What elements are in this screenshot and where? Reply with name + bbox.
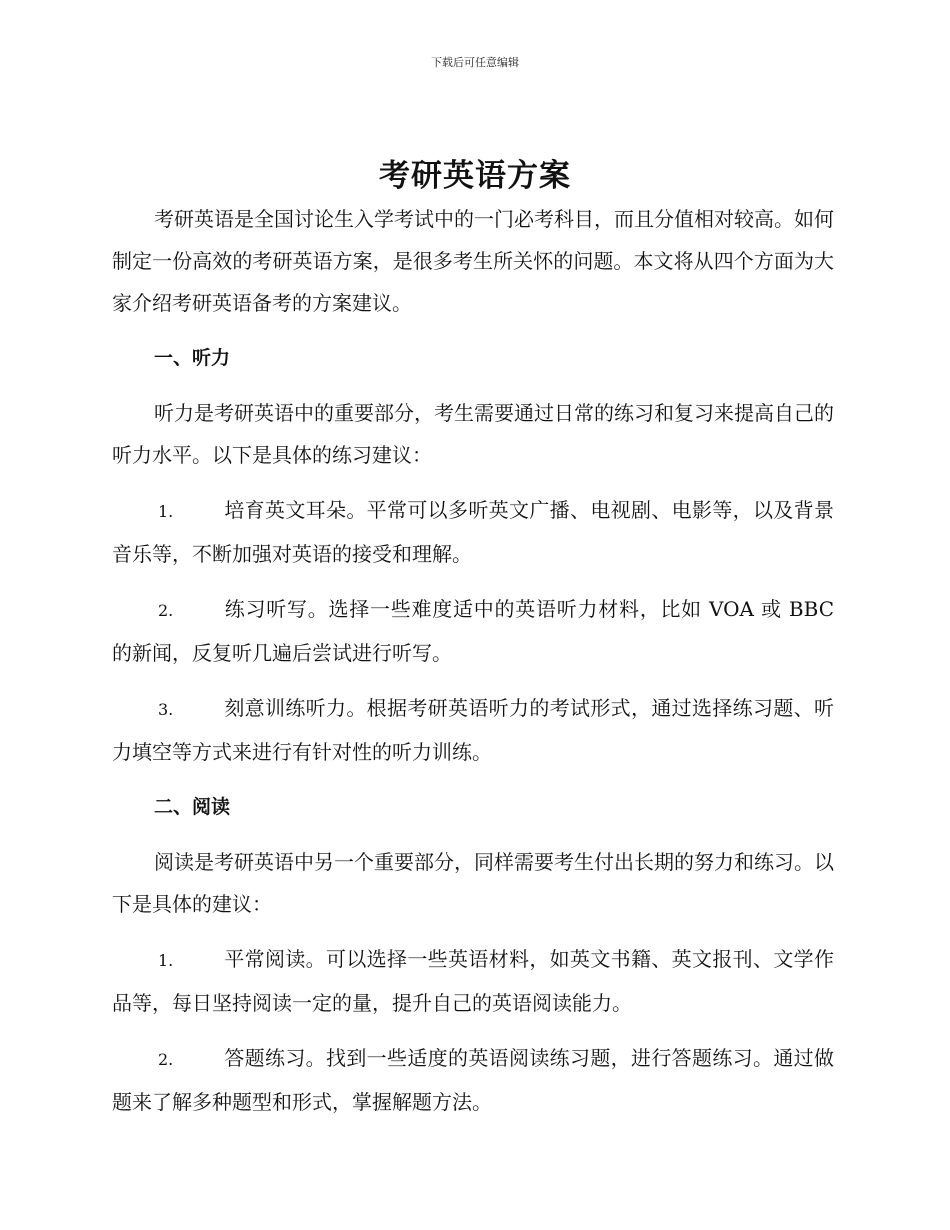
document-title: 考研英语方案 [379,158,571,194]
list-item-text: 答题练习。找到一些适度的英语阅读练习题，进行答题练习。通过做题来了解多种题型和形式，掌握解题方法。 [112,1046,834,1114]
section-heading-listening: 一、听力 [154,347,231,369]
list-item-number: 2. [158,601,174,620]
section-heading-reading: 二、阅读 [154,796,231,818]
document-body [112,198,834,1136]
list-item-text: 平常阅读。可以选择一些英语材料，如英文书籍、英文报刊、文学作品等，每日坚持阅读一定的量，提升自己的英语阅读能力。 [112,947,834,1015]
list-item [112,938,834,1024]
list-item [112,489,834,575]
section-paragraph-reading: 阅读是考研英语中另一个重要部分，同样需要考生付出长期的努力和练习。以下是具体的建议： [112,850,834,916]
list-item [112,687,834,773]
list-item-text: 练习听写。选择一些难度适中的英语听力材料，比如 VOA 或 BBC 的新闻，反复听几遍后尝试进行听写。 [112,597,834,665]
list-item [112,588,834,674]
intro-paragraph: 考研英语是全国讨论生入学考试中的一门必考科目，而且分值相对较高。如何制定一份高效的考研英语方案，是很多考生所关怀的问题。本文将从四个方面为大家介绍考研英语备考的方案建议。 [112,207,834,315]
list-item-number: 3. [158,700,174,719]
header-note: 下载后可任意编辑 [431,56,519,69]
section-paragraph-listening: 听力是考研英语中的重要部分，考生需要通过日常的练习和复习来提高自己的听力水平。以下是具体的练习建议： [112,401,834,467]
list-item-text: 刻意训练听力。根据考研英语听力的考试形式，通过选择练习题、听力填空等方式来进行有针对性的听力训练。 [112,696,834,764]
list-item-text: 培育英文耳朵。平常可以多听英文广播、电视剧、电影等，以及背景音乐等，不断加强对英语的接受和理解。 [112,498,834,566]
list-item [112,1037,834,1123]
list-item-number: 1. [158,502,174,521]
list-item-number: 2. [158,1050,174,1069]
list-item-number: 1. [158,951,174,970]
